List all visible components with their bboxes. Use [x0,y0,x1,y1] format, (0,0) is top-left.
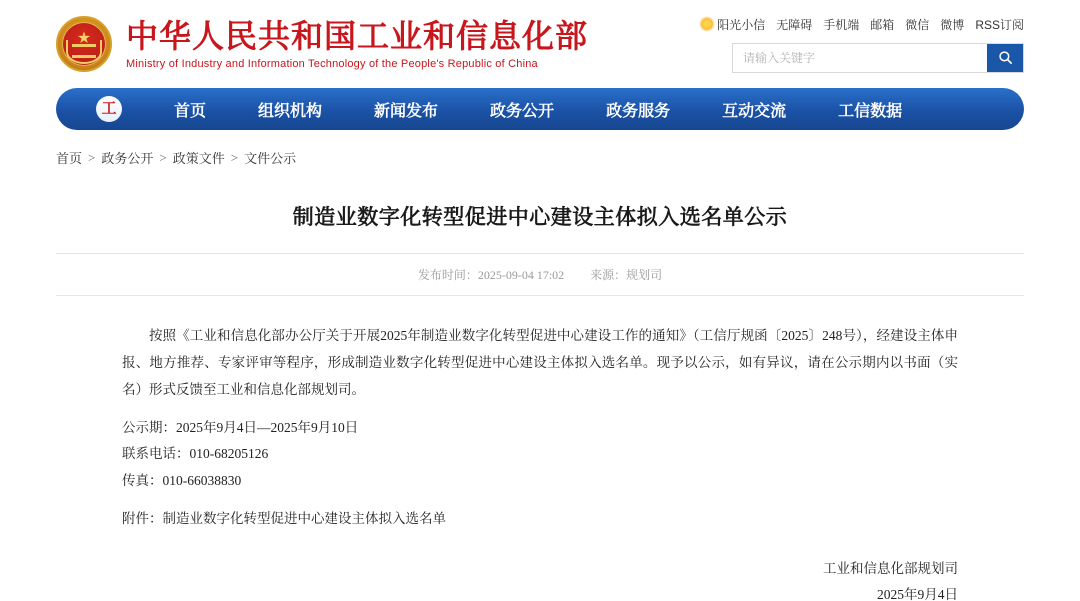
nav-logo-icon[interactable] [96,96,122,122]
top-link-rss[interactable]: RSS订阅 [975,17,1024,32]
article-body [122,296,958,532]
contact-phone: 联系电话：010-68205126 [122,446,269,462]
top-link-weibo[interactable]: 微博 [940,17,965,32]
breadcrumb [0,130,1080,167]
publish-time [418,266,564,283]
top-link-wechat[interactable]: 微信 [905,17,930,32]
top-link-mobile[interactable]: 手机端 [823,17,860,32]
article-attachment-block [122,506,958,532]
site-title-en: Ministry of Industry and Information Technology of the People's Republic of China [126,58,538,71]
site-titles [126,18,588,71]
nav-logo-text: 工 [101,100,117,117]
page-title: 制造业数字化转型促进中心建设主体拟入选名单公示 [292,205,788,229]
top-link-label: 阳光小信 [717,17,766,32]
top-links [701,16,1024,33]
breadcrumb-separator: > [88,149,96,165]
nav-item-data[interactable]: 工信数据 [838,102,903,120]
article [0,167,1080,601]
main-nav [56,88,1024,130]
article-contact-block [122,415,958,494]
source-label: 来源： [590,268,627,282]
breadcrumb-item-disclosure[interactable]: 政务公开 [101,151,154,166]
publish-time-label: 发布时间： [417,268,478,282]
breadcrumb-item-current: 文件公示 [244,151,297,166]
main-nav-wrap [0,88,1080,130]
source-value: 规划司 [626,268,663,282]
search-input[interactable] [733,44,987,72]
article-signature [122,532,958,601]
site-brand[interactable] [56,16,588,72]
nav-item-interaction[interactable]: 互动交流 [722,102,787,120]
sun-icon [701,18,713,30]
article-meta [56,253,1024,296]
breadcrumb-item-policy-docs[interactable]: 政策文件 [172,151,225,166]
nav-item-government-services[interactable]: 政务服务 [606,102,671,120]
notice-period: 公示期：2025年9月4日—2025年9月10日 [122,420,359,435]
breadcrumb-separator: > [230,149,239,165]
nav-item-home[interactable]: 首页 [174,102,207,120]
article-source [590,266,662,283]
nav-item-organization[interactable]: 组织机构 [258,102,323,120]
site-title-cn: 中华人民共和国工业和信息化部 [126,17,589,54]
search-button[interactable] [987,44,1023,72]
attachment-line[interactable]: 附件：制造业数字化转型促进中心建设主体拟入选名单 [122,510,446,526]
top-link-accessibility[interactable]: 无障碍 [776,17,813,32]
signature-date: 2025年9月4日 [877,586,958,601]
search-icon [998,50,1013,65]
publish-time-value: 2025-09-04 17:02 [477,268,565,282]
search-bar[interactable] [732,43,1024,73]
national-emblem-icon: ★ [56,16,112,72]
contact-fax: 传真：010-66038830 [122,472,242,488]
nav-item-news[interactable]: 新闻发布 [374,102,439,120]
nav-item-government-disclosure[interactable]: 政务公开 [490,102,555,120]
top-link-sunshine[interactable] [701,16,765,33]
breadcrumb-separator: > [159,149,167,165]
article-paragraph-1: 按照《工业和信息化部办公厅关于开展2025年制造业数字化转型促进中心建设工作的通知》（工信厅规函〔2025〕248号），经建设主体申报、地方推荐、专家评审等程序，形成制造业数字化转型促进中心建设主体拟入选名单。现予以公示，如有异议，请在公示期内以书面（实名）形式反馈至工业和信息化部规划司。 [122,328,958,397]
signature-org: 工业和信息化部规划司 [823,561,958,577]
breadcrumb-item-home[interactable]: 首页 [56,151,83,166]
header-right [701,16,1024,73]
top-link-mail[interactable]: 邮箱 [870,17,895,32]
site-header [0,0,1080,88]
